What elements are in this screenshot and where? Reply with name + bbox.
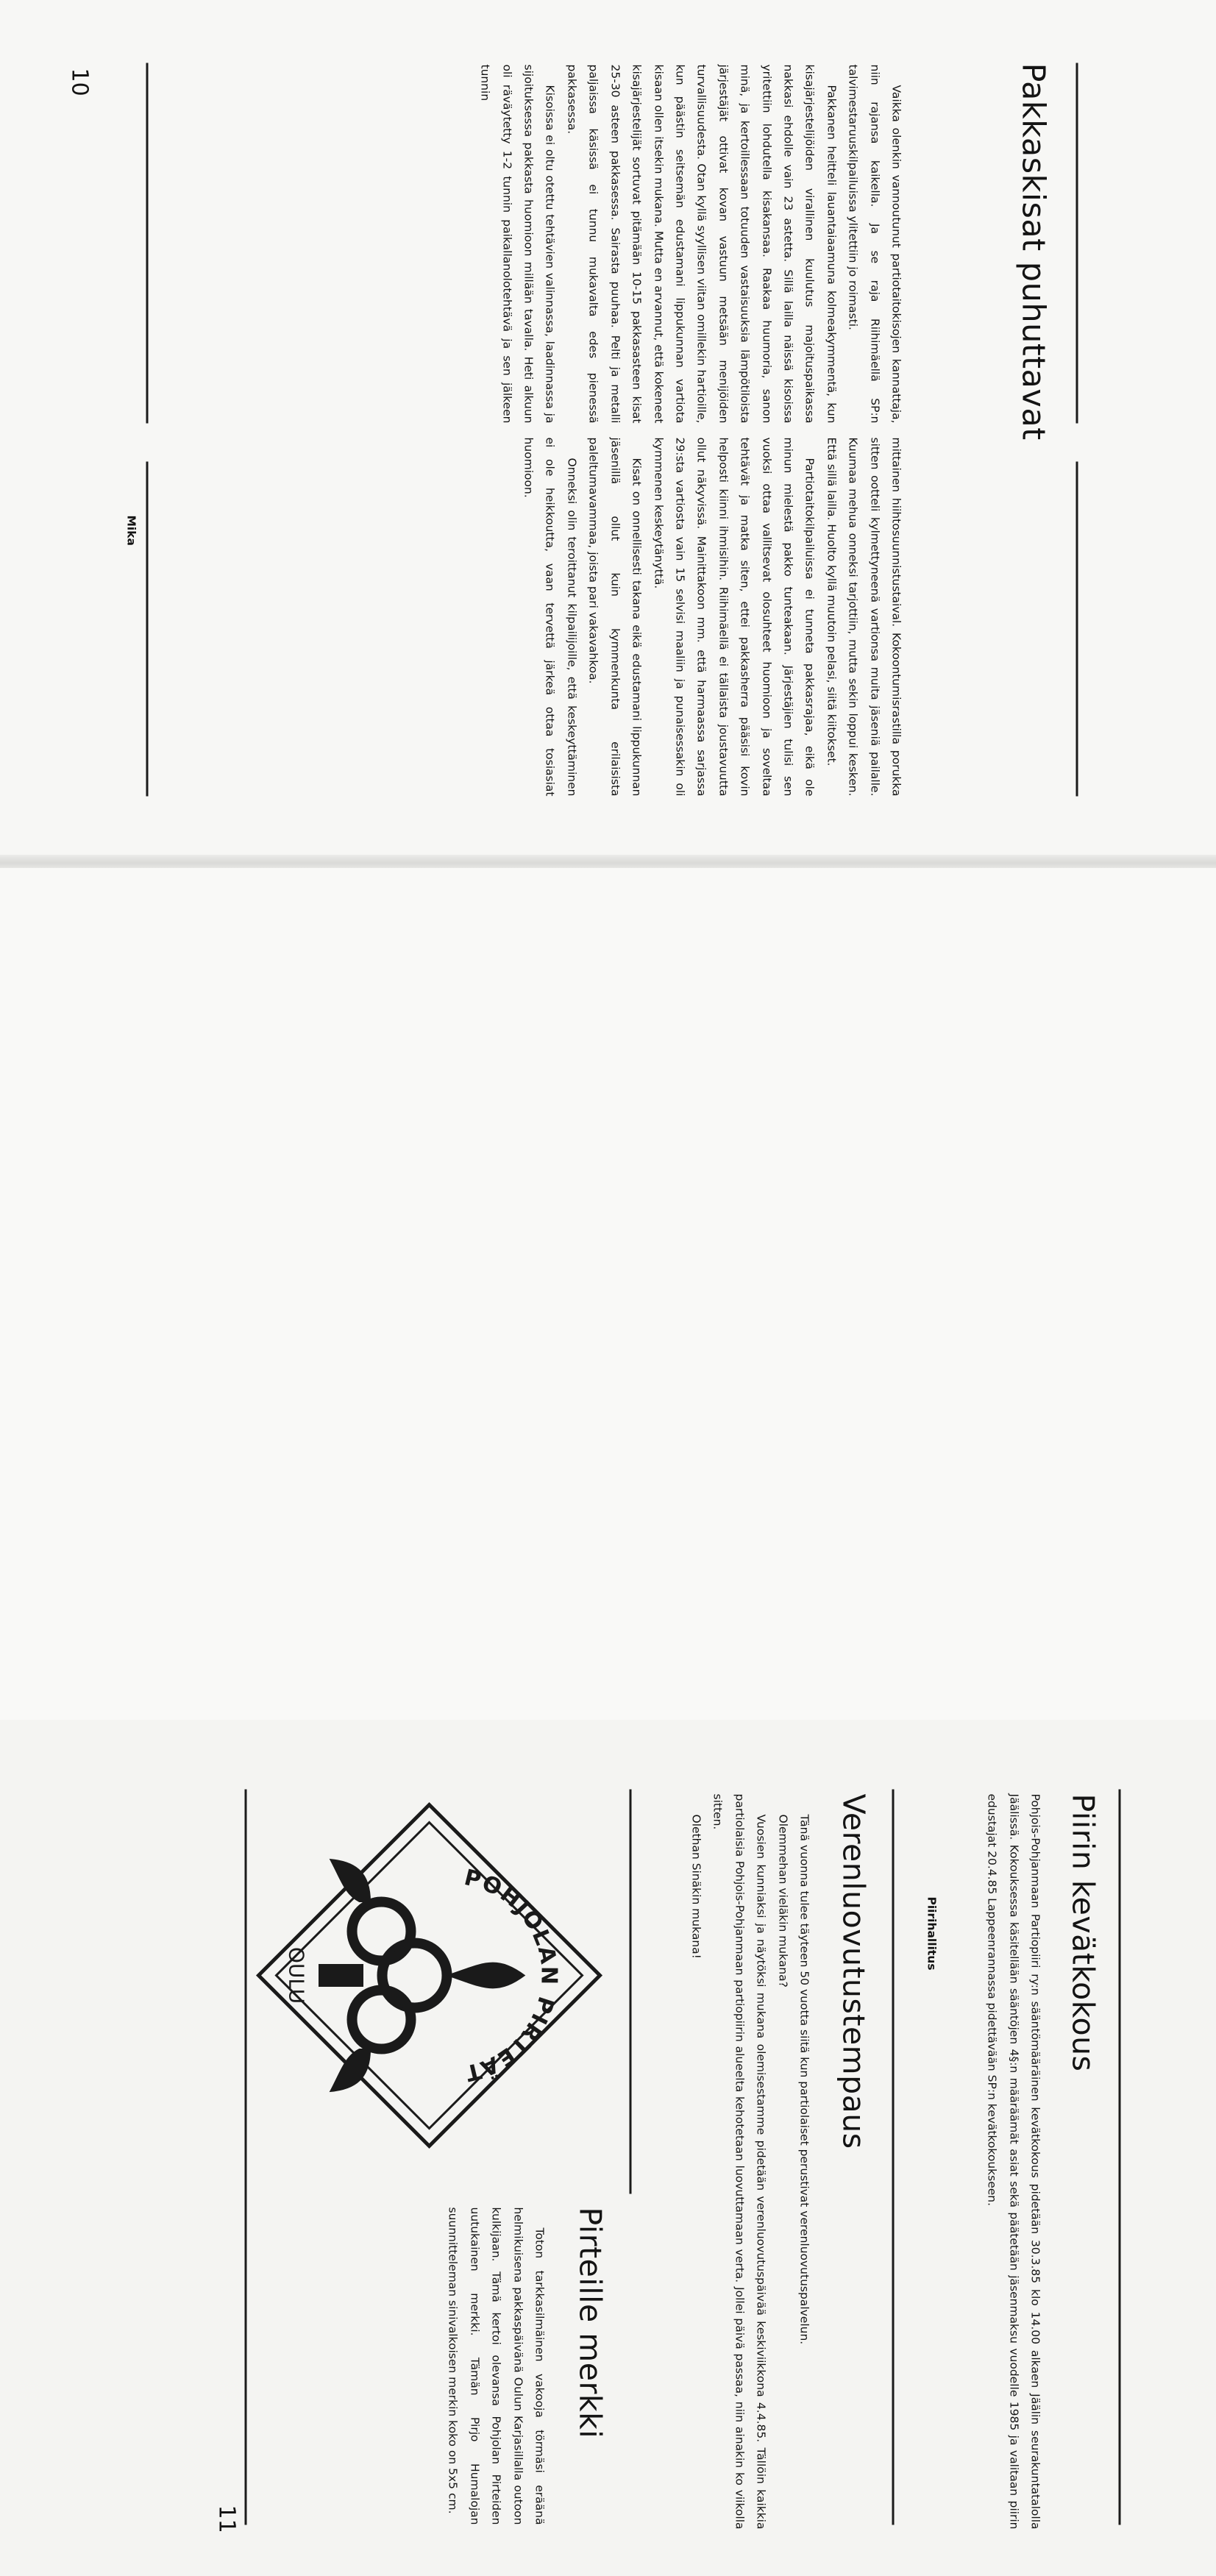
paragraph: Vuosien kunniaksi ja näytöksi mukana olemisestamme pidetään verenluovutuspäivää keskiviikkona 4.4.85. Tällöin kaikkia partiolaisia Pohjois-Pohjanmaan partiopiirin alueelta kehotetaan luovuttamaan verta. Jollei päivä passaa, niin ainakin ko viikolla sitten. [711, 1793, 768, 2529]
pohjolan-pirteat-badge [245, 1791, 613, 2159]
right-page-content [0, 1736, 1216, 2576]
paragraph: Onneksi olin teroittanut kilpailijoille, että keskeyttäminen ei ole heikkoutta, vaan tervettä järkeä ottaa tosiasiat huomioon. [522, 437, 578, 796]
paragraph: Vaikka olenkin vannoutunut partiotaitokisojen kannattaja, niin rajansa kaikella. Ja se raja Riihimäellä SP:n talvimestaruuskilpailuissa ylitettiin jo roimasti. [846, 64, 903, 423]
article-column-2 [517, 437, 906, 796]
section-title-pirteille: Pirteille merkki [572, 2207, 608, 2438]
paragraph: Partiotaitokilpailuissa ei tunneta pakkasrajaa, eikä ole minun mielestä pakko tunteakaan. Järjestäjien tulisi sen vuoksi ottaa vallitsevat olosuhteet huomioon ja soveltaa tehtävät ja matka siten, ettei pakkasherra pääsisi kovin helposti kiinni ihmisihin. Riihimäellä ei tällaista joustavuutta ollut näkyvissä. Mainittakoon mm. että harmaassa sarjassa 29:sta vartiosta vain 15 selvisi maaliin ja punaisessakin oli kymmenen keskeytänyttä. [651, 437, 817, 796]
top-rule-left [1075, 63, 1078, 423]
paragraph: Toton tarkkasilmäinen vakooja törmäsi eräänä helmikuisena pakkaspäivänä Oulun Karjasillalla outoon kulkijaan. Tämä kertoi olevansa Pohjolan Pirteiden uutukainen merkki. Tämän Pirjo Humalojan suunnitteleman sinivalkoisen merkin koko on 5x5 cm. [446, 2207, 546, 2525]
top-rule [1118, 1789, 1120, 2525]
paragraph: Olethan Sinäkin mukana! [689, 1814, 703, 1959]
right-page [0, 868, 1216, 2533]
article-column-1 [474, 64, 906, 423]
section-body-verenluovutus [685, 1793, 814, 2529]
badge-bottom-text: OULU [284, 1946, 308, 2004]
scout-lily-icon [245, 1791, 613, 2159]
section-title-verenluovutus: Verenluovutustempaus [836, 1793, 871, 2149]
page-number: 11 [213, 2505, 239, 2533]
paragraph: Kisat on onnellisesti takana eikä edustamani lippukunnan jäsenillä ollut kuin kymmenkunta erilaisista paleltumavammaa, joista pari vakavahkoa. [586, 437, 644, 796]
page-number: 10 [66, 68, 92, 96]
section-title-kevatkokous: Piirin kevätkokous [1065, 1793, 1101, 2071]
paragraph: Pakkanen heitteli lauantaiaamuna kolmeakymmentä, kun kisajärjestelijöiden virallinen kuulutus majoituspaikassa nakkasi ehdolle vain 23 astetta. Sillä lailla näissä kisoissa yritettiin lohdutella kisakansaa. Raakaa huumoria, sanon minä, ja kertoillessaan totuuden vastaisuuksia lämpötiloista järjestäjät ottivat kovan vastuun metsään menijöiden turvallisuudesta. Otan kyllä syyllisen viitan omillekin hartioille, kun päästin seitsemän edustamani lippukunnan vartiota kisaan ollen itsekin mukana. Mutta en arvannut, että kokeneet kisajärjestelijät sortuvat pitämään 10-15 pakkasasteen kisat 25-30 asteen pakkasessa. Sairasta puuhaa. Pelti ja metalli paljaissa käsissä ei tunnu mukavalta edes pienessä pakkasessa. [564, 64, 838, 423]
divider-rule-1 [892, 1789, 894, 2525]
bottom-rule-right [146, 461, 148, 796]
bottom-rule [244, 1789, 246, 2525]
article-title: Pakkaskisat puhuttavat [1014, 63, 1051, 441]
section-body-kevatkokous [981, 1793, 1045, 2529]
section-body-pirteille [441, 2207, 550, 2525]
paragraph: mittainen hiihtosuunnistustaival. Kokoontumisrastilla porukka sitten ootteli kylmettyneenä vartionsa muita jäseniä pailalle. Kuumaa mehua onneksi tarjottiin, mutta sekin loppui kesken. Että sillä lailla. Huolto kyllä muutoin pelasi, siitä kiitokset. [824, 437, 903, 796]
paragraph: Olemmehan vieläkin mukana? [775, 1814, 789, 1988]
article-signature: Mika [124, 515, 138, 546]
section-signature: Piirihallitus [925, 1896, 938, 1971]
bottom-rule-left [146, 63, 148, 423]
badge-arc-text: POHJOLAN PIRTEÄT [461, 1864, 562, 2086]
paragraph: Kisoissa ei oltu otettu tehtävien valinnassa, laadinnassa ja sijoituksessa pakkasta huomioon millään tavalla. Heti alkuun oli räväytetty 1-2 tunnin paikallanolotehtävä ja sen jälkeen tunnin [478, 64, 557, 423]
paragraph: Tänä vuonna tulee täyteen 50 vuotta siitä kun partiolaiset perustivat verenluovutuspalvelun. [797, 1814, 811, 2344]
divider-rule-2 [629, 1789, 631, 2193]
paragraph: Pohjois-Pohjanmaan Partiopiiri ry:n sääntömääräinen kevätkokous pidetään 30.3.85 klo 14.00 alkaen Jäälin seurakuntatalolla Jäälissä. Kokouksessa käsitellään sääntöjen 4§:n määräämät asiat sekä päätetään jäsenmaksu vuodelle 1985 ja valitaan piirin edustajat 20.4.85 Lappeenrannassa pidettävään SP:n kevätkokoukseen. [985, 1793, 1042, 2529]
left-page-content [0, 0, 1216, 840]
top-rule-right [1075, 461, 1078, 796]
left-page [0, 0, 1216, 857]
